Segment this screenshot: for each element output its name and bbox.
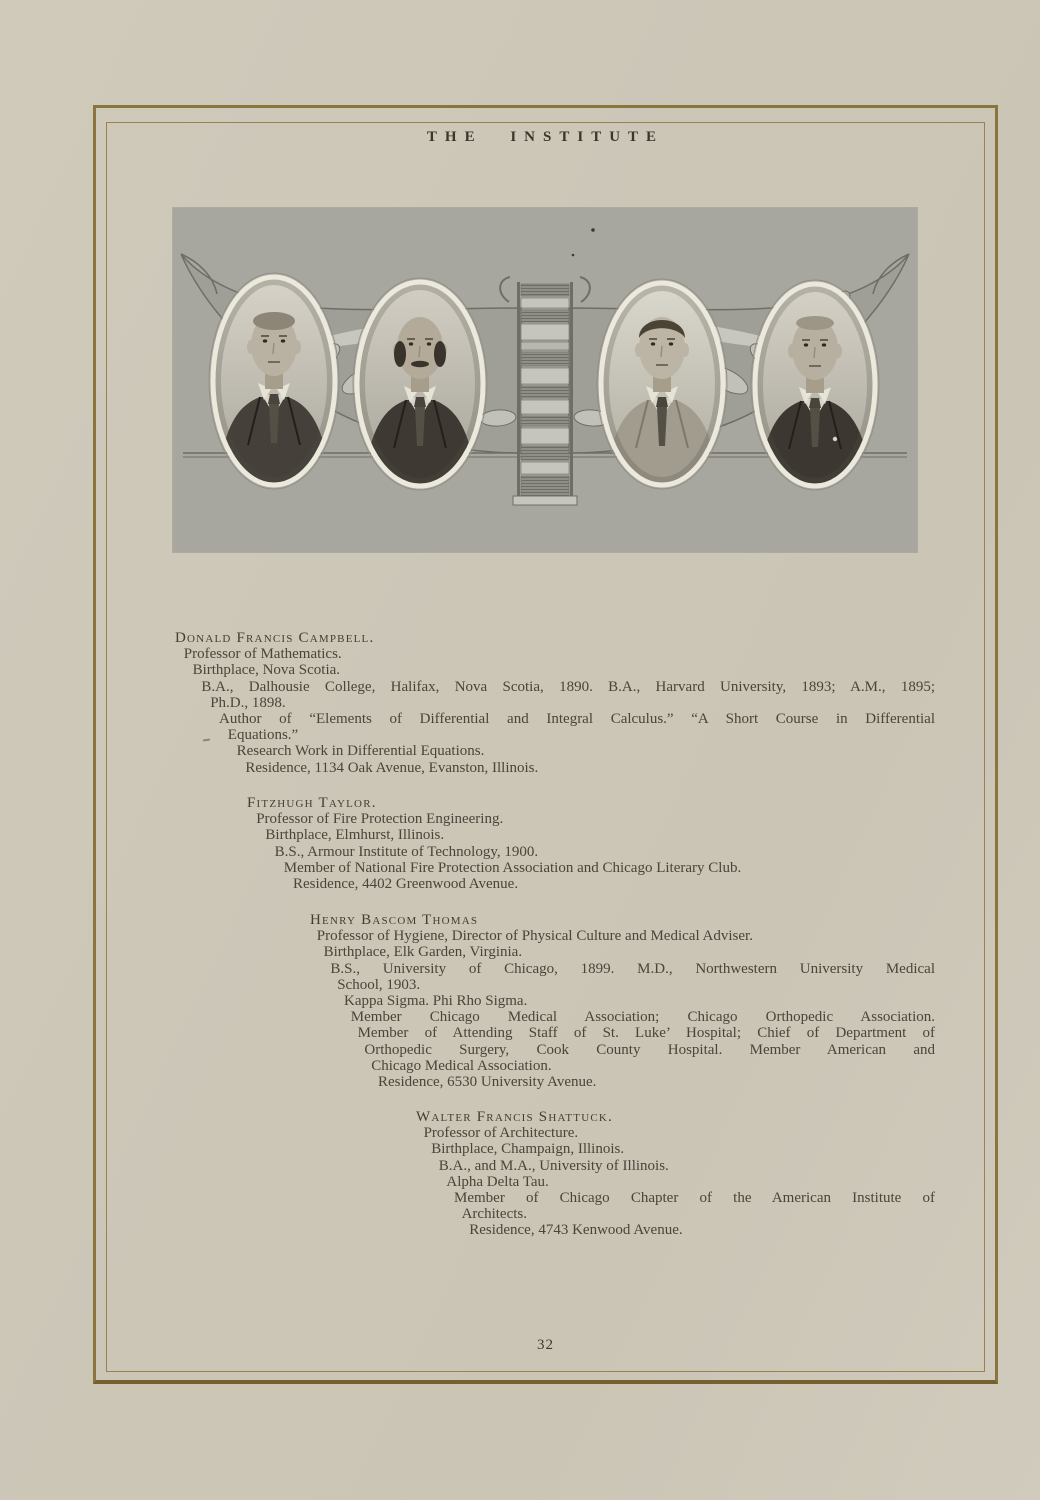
entry-line: Kappa Sigma. Phi Rho Sigma. xyxy=(344,993,528,1010)
plate-artwork xyxy=(173,208,917,552)
entry-line: Member Chicago Medical Association; Chicago Orthopedic Association. xyxy=(350,1009,935,1026)
entry-line: Ph.D., 1898. xyxy=(210,694,286,711)
entry-line: Professor of Mathematics. xyxy=(183,646,342,663)
entry-line: Professor of Fire Protection Engineering. xyxy=(256,811,504,828)
entry-name: Donald Francis Campbell. xyxy=(175,630,375,646)
entry-line: Member of Attending Staff of St. Luke’ Hospital; Chief of Department of xyxy=(357,1025,935,1042)
entry-line: B.A., and M.A., University of Illinois. xyxy=(438,1157,669,1174)
entry-line: B.S., University of Chicago, 1899. M.D., Northwestern University Medical xyxy=(330,960,935,977)
entry-line: Equations.” xyxy=(227,727,299,744)
faculty-entry xyxy=(0,795,935,892)
entry-line: Orthopedic Surgery, Cook County Hospital. Member American and xyxy=(364,1041,935,1058)
entry-name: Fitzhugh Taylor. xyxy=(247,795,377,811)
entry-line: Professor of Architecture. xyxy=(423,1125,579,1142)
faculty-entry xyxy=(0,912,935,1090)
entry-line: Member of National Fire Protection Association and Chicago Literary Club. xyxy=(283,859,742,876)
entry-line: Professor of Hygiene, Director of Physical Culture and Medical Adviser. xyxy=(316,928,753,945)
entry-line: Residence, 6530 University Avenue. xyxy=(378,1074,597,1091)
entry-line: School, 1903. xyxy=(337,976,421,993)
entry-line: Author of “Elements of Differential and Integral Calculus.” “A Short Course in Differential xyxy=(219,711,935,728)
entry-line: Birthplace, Elk Garden, Virginia. xyxy=(323,944,523,961)
entry-line: Birthplace, Nova Scotia. xyxy=(192,662,341,679)
entry-line: B.S., Armour Institute of Technology, 1900. xyxy=(274,843,539,860)
entry-line: Member of Chicago Chapter of the American Institute of xyxy=(454,1190,935,1207)
entry-line: Research Work in Differential Equations. xyxy=(236,743,485,760)
entry-name: Walter Francis Shattuck. xyxy=(416,1109,613,1125)
entry-line: Chicago Medical Association. xyxy=(371,1057,552,1074)
entry-line: Residence, 4402 Greenwood Avenue. xyxy=(293,876,519,893)
entry-line: Architects. xyxy=(461,1206,527,1223)
faculty-entry xyxy=(0,1109,935,1239)
faculty-entry xyxy=(0,630,935,776)
page-title: THE INSTITUTE xyxy=(426,129,665,145)
entry-line: Birthplace, Champaign, Illinois. xyxy=(431,1141,625,1158)
page-number: 32 xyxy=(537,1337,554,1353)
entry-line: B.A., Dalhousie College, Halifax, Nova Scotia, 1890. B.A., Harvard University, 1893; A.M., 1895; xyxy=(201,678,935,695)
entry-line: Residence, 4743 Kenwood Avenue. xyxy=(469,1222,683,1239)
portrait-plate xyxy=(173,208,917,552)
entry-line: Alpha Delta Tau. xyxy=(446,1173,549,1190)
entry-line: Birthplace, Elmhurst, Illinois. xyxy=(265,827,445,844)
entry-name: Henry Bascom Thomas xyxy=(310,912,479,928)
entry-line: Residence, 1134 Oak Avenue, Evanston, Illinois. xyxy=(245,759,539,776)
